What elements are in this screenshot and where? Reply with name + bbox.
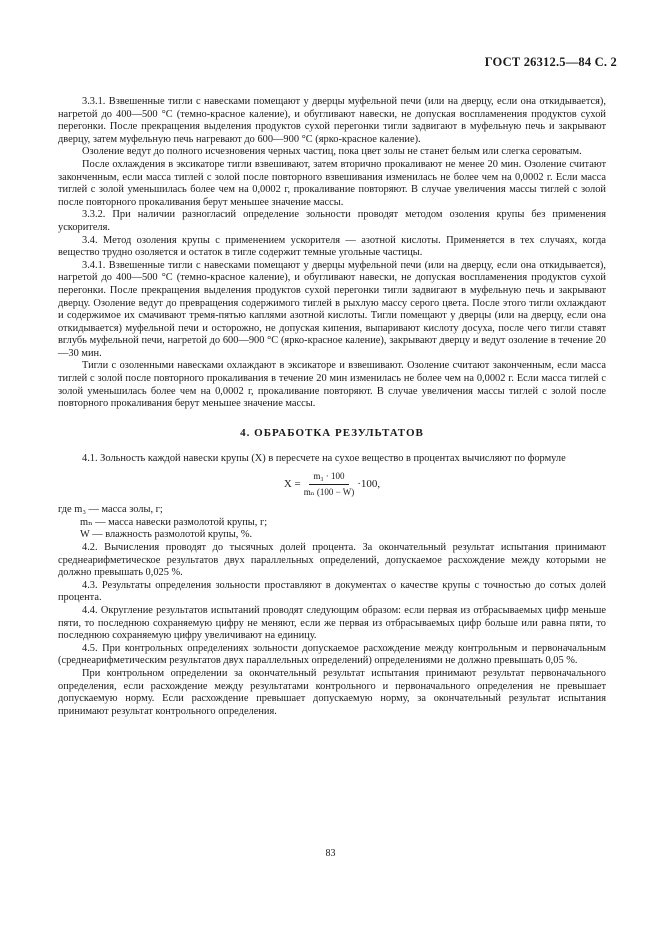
paragraph-cooled-crucibles: Тигли с озоленными навесками охлаждают в эксикаторе и взвешивают. Озоление считают законченным, если масса тиглей с золой после повторного прокаливания в течение 20 мин изменилась не более чем на 0,0002 г. Если масса тиглей с золой уменьшилась более чем на 0,0002 г, прокаливание повторяют. В случае увеличения массы тиглей с золой после повторного прокаливания берут меньшее значение массы.	[58, 360, 606, 410]
ash-formula	[58, 470, 606, 498]
paragraph-4-3: 4.3. Результаты определения зольности проставляют в документах о качестве крупы с точностью до сотых долей процента.	[58, 579, 606, 604]
paragraph-4-5: 4.5. При контрольных определениях зольности допускаемое расхождение между контрольным и первоначальным (среднеарифметическим результатов двух параллельных определений) определениями не должно превышать 0,05 %.	[58, 642, 606, 667]
paragraph-3-3-1: 3.3.1. Взвешенные тигли с навесками помещают у дверцы муфельной печи (или на дверцу, если она откидывается), нагретой до 400—500 °С (темно-красное каление), и обугливают навески, не допуская воспламенения продуктов сухой перегонки. После прекращения выделения продуктов сухой перегонки тигли задвигают в муфельную печь и закрывают дверцу, затем муфельную печь нагревают до 600—900 °С (ярко-красное каление).	[58, 96, 606, 145]
formula-numerator: m₃ · 100	[309, 470, 348, 485]
paragraph-4-1: 4.1. Зольность каждой навески крупы (X) в пересчете на сухое вещество в процентах вычисляют по формуле	[82, 453, 566, 465]
formula-denominator: mₙ (100 − W)	[303, 486, 355, 497]
paragraph-3-4: 3.4. Метод озоления крупы с применением ускорителя — азотной кислоты. Применяется в тех случаях, когда вещество трудно озоляется и остаток в тигле содержит темные угольные частицы.	[58, 234, 606, 259]
paragraph-cooling: После охлаждения в эксикаторе тигли взвешивают, затем вторично прокаливают не менее 20 мин. Озоление считают законченным, если масса тиглей с золой после повторного взвешивания изменилась не более чем на 0,0002 г. Если масса тиглей с золой уменьшилась более чем на 0,0002 г, прокаливание повторяют. В случае увеличения массы тиглей с золой после повторного прокаливания берут меньшее значение массы.	[58, 158, 606, 208]
paragraph-4-4: 4.4. Округление результатов испытаний проводят следующим образом: если первая из отбрасываемых цифр меньше пяти, то последнюю сохраняемую цифру не меняют, если же первая из отбрасываемых цифр больше или равна пяти, то последнюю сохраняемую цифру увеличивают на единицу.	[58, 604, 606, 642]
variable-m3: где m₃ — масса золы, г;	[58, 504, 163, 516]
formula-fraction	[304, 470, 355, 498]
page-number: 83	[325, 848, 336, 859]
formula-rhs: ·100,	[357, 477, 381, 490]
paragraph-3-3-2: 3.3.2. При наличии разногласий определение зольности проводят методом озоления крупы без применения ускорителя.	[58, 209, 606, 233]
variable-definitions	[58, 504, 606, 542]
formula-lhs: X =	[283, 477, 301, 490]
page-header: ГОСТ 26312.5—84 С. 2	[484, 55, 617, 69]
paragraph-ash-process: Озоление ведут до полного исчезновения черных частиц, пока цвет золы не станет белым или слегка сероватым.	[82, 146, 582, 158]
document-body	[58, 96, 606, 718]
paragraph-3-4-1: 3.4.1. Взвешенные тигли с навесками помещают у дверцы муфельной печи (или на дверцу, если она откидывается), нагретой до 400—500 °С (темно-красное каление), и обугливают навески, не допуская воспламенения продуктов сухой перегонки. После прекращения выделения продуктов сухой перегонки тигли задвигают в муфельную печь и закрывают дверцу. Озоление ведут до превращения содержимого тиглей в рыхлую массу серого цвета. После этого тигли охлаждают и содержимое их смачивают тремя-пятью каплями азотной кислоты. Тигли помещают у дверцы (или на дверцу, если она откидывается) муфельной печи и осторожно, не допуская кипения, выпаривают кислоту досуха, после чего тигли ставят вглубь муфельной печи, нагретой до 600—900 °С (ярко-красное каление), закрывают дверцу и ведут озоление в течение 20—30 мин.	[58, 259, 606, 359]
paragraph-4-2: 4.2. Вычисления проводят до тысячных долей процента. За окончательный результат испытания принимают среднеарифметическое результатов двух параллельных определений, допускаемое расхождение между которыми не должно превышать 0,025 %.	[58, 542, 606, 579]
variable-mn: mₙ — масса навески размолотой крупы, г;	[80, 516, 268, 528]
section-title: 4. ОБРАБОТКА РЕЗУЛЬТАТОВ	[240, 426, 424, 439]
variable-w: W — влажность размолотой крупы, %.	[80, 529, 253, 541]
paragraph-control-result: При контрольном определении за окончательный результат испытания принимают результат первоначального определения, если расхождение между результатами контрольного и первоначального определения не превышает допускаемую норму. Если расхождение превышает допускаемую норму, за окончательный результат испытания принимают результат контрольного определения.	[58, 667, 606, 717]
